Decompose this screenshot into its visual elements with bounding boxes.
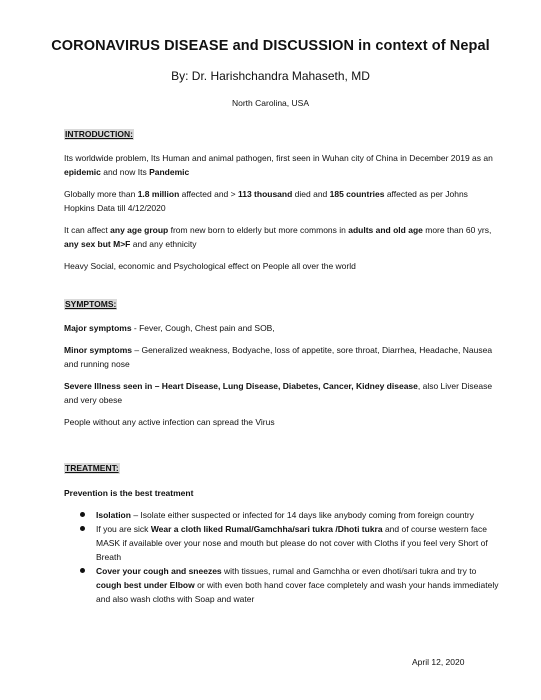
symptoms-heading: SYMPTOMS:: [65, 299, 117, 309]
introduction-section: [64, 124, 500, 273]
intro-paragraph-4: Heavy Social, economic and Psychological effect on People all over the world: [64, 261, 356, 271]
bullet-icon: [80, 526, 85, 531]
list-item: Isolation – Isolate either suspected or infected for 14 days like anybody coming from foreign country: [64, 508, 500, 522]
author-location: North Carolina, USA: [231, 98, 309, 108]
prevention-list: [64, 508, 500, 606]
minor-symptoms: Minor symptoms – Generalized weakness, Bodyache, loss of appetite, sore throat, Diarrhea, Headache, Nausea and running nose: [64, 345, 493, 369]
severe-illness: Severe Illness seen in – Heart Disease, Lung Disease, Diabetes, Cancer, Kidney disease, also Liver Disease and very obese: [64, 381, 493, 405]
intro-paragraph-3: It can affect any age group from new born to elderly but more commons in adults and old age more than 60 yrs, any sex but M>F and any ethnicity: [64, 225, 492, 249]
bullet-icon: [80, 512, 85, 517]
list-item: Cover your cough and sneezes with tissues, rumal and Gamchha or even dhoti/sari tukra and try to cough best under Elbow or with even both hand cover face completely and wash your hands immediately and also wash cloths with Soap and water: [64, 564, 500, 606]
major-symptoms: Major symptoms - Fever, Cough, Chest pain and SOB,: [64, 323, 275, 333]
intro-paragraph-1: Its worldwide problem, Its Human and animal pathogen, first seen in Wuhan city of China in December 2019 as an epidemic and now Its Pandemic: [64, 153, 493, 177]
treatment-section: [64, 458, 500, 606]
treatment-subheading: Prevention is the best treatment: [64, 488, 194, 498]
author-line: By: Dr. Harishchandra Mahaseth, MD: [171, 69, 370, 83]
document-title: CORONAVIRUS DISEASE and DISCUSSION in context of Nepal: [51, 38, 490, 54]
introduction-heading: INTRODUCTION:: [65, 129, 133, 139]
bullet-icon: [80, 568, 85, 573]
asymptomatic-spread: People without any active infection can spread the Virus: [64, 417, 275, 427]
intro-paragraph-2: Globally more than 1.8 million affected and > 113 thousand died and 185 countries affected as per Johns Hopkins Data till 4/12/2020: [64, 189, 468, 213]
document-date: April 12, 2020: [412, 657, 465, 667]
list-item: If you are sick Wear a cloth liked Rumal/Gamchha/sari tukra /Dhoti tukra and of course western face MASK if available over your nose and mouth but please do not cover with Cloths if you feel very Short of Breath: [64, 522, 500, 564]
symptoms-section: [64, 294, 500, 429]
treatment-heading: TREATMENT:: [65, 463, 119, 473]
